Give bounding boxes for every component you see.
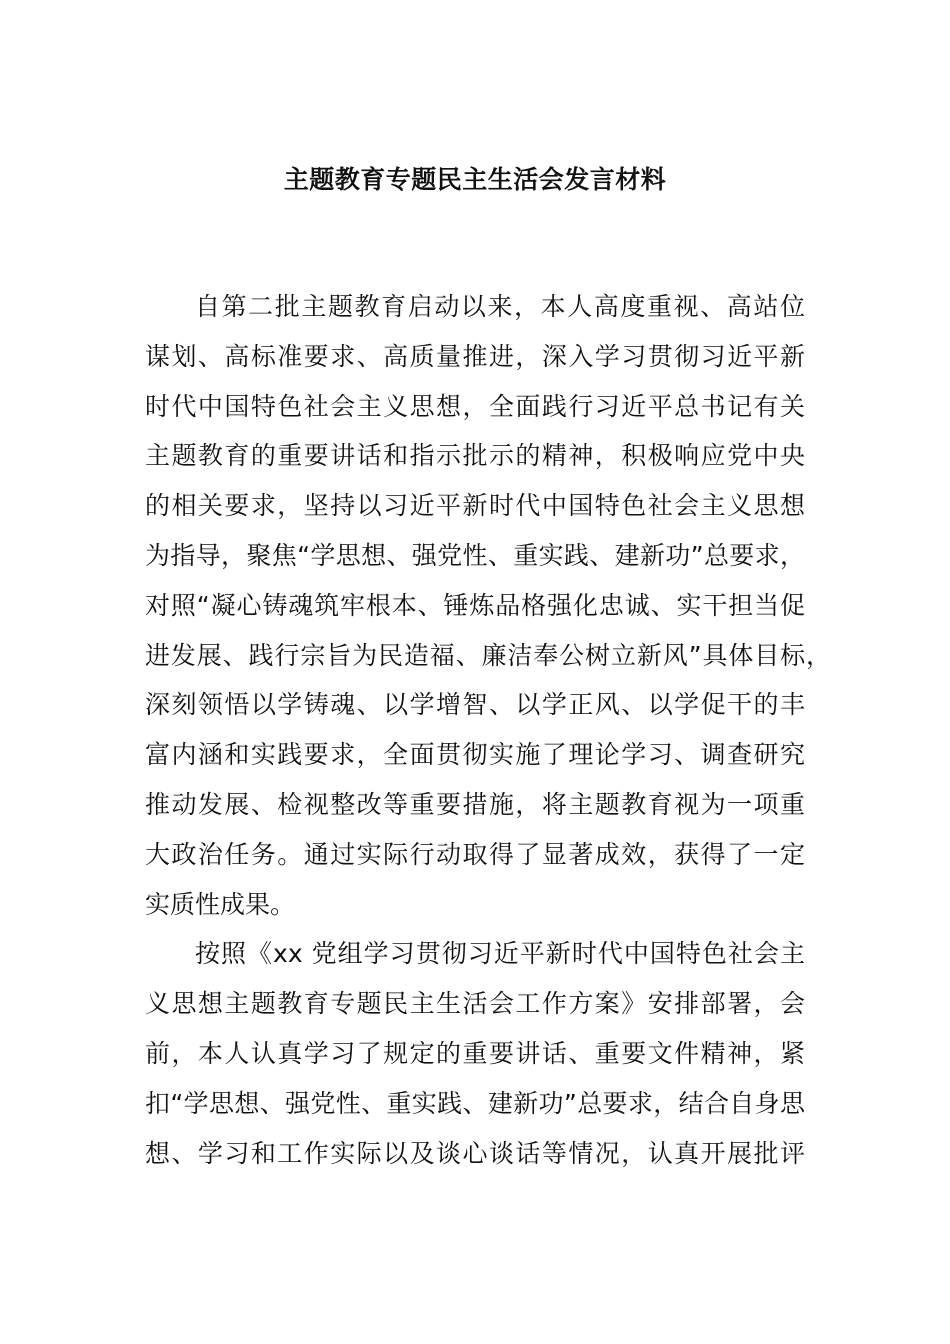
paragraph-line: 谋划、高标准要求、高质量推进，深入学习贯彻习近平新 [145, 341, 805, 371]
paragraph-line: 为指导，聚焦“学思想、强党性、重实践、建新功”总要求， [145, 540, 805, 570]
paragraph-2 [145, 929, 845, 1178]
paragraph-line: 的相关要求，坚持以习近平新时代中国特色社会主义思想 [145, 491, 805, 521]
paragraph-line: 时代中国特色社会主义思想，全面践行习近平总书记有关 [145, 391, 805, 421]
paragraph-line: 对照“凝心铸魂筑牢根本、锤炼品格强化忠诚、实干担当促 [145, 590, 805, 620]
document-title: 主题教育专题民主生活会发言材料 [283, 165, 667, 194]
paragraph-line: 实质性成果。 [145, 889, 296, 919]
paragraph-line: 扣“学思想、强党性、重实践、建新功”总要求，结合自身思 [145, 1088, 805, 1118]
paragraph-1 [145, 282, 845, 929]
document-body [145, 282, 845, 1178]
paragraph-line: 按照《xx 党组学习贯彻习近平新时代中国特色社会主 [195, 939, 805, 969]
paragraph-line: 义思想主题教育专题民主生活会工作方案》安排部署，会 [145, 989, 805, 1019]
paragraph-line: 深刻领悟以学铸魂、以学增智、以学正风、以学促干的丰 [145, 690, 805, 720]
paragraph-line: 前，本人认真学习了规定的重要讲话、重要文件精神，紧 [145, 1038, 805, 1068]
paragraph-line: 推动发展、检视整改等重要措施，将主题教育视为一项重 [145, 789, 805, 819]
paragraph-line: 主题教育的重要讲话和指示批示的精神，积极响应党中央 [145, 441, 805, 471]
paragraph-line: 想、学习和工作实际以及谈心谈话等情况，认真开展批评 [145, 1138, 805, 1168]
paragraph-line: 自第二批主题教育启动以来，本人高度重视、高站位 [195, 292, 805, 321]
paragraph-line: 进发展、践行宗旨为民造福、廉洁奉公树立新风”具体目标， [145, 640, 831, 670]
paragraph-line: 大政治任务。通过实际行动取得了显著成效，获得了一定 [145, 839, 805, 869]
paragraph-line: 富内涵和实践要求，全面贯彻实施了理论学习、调查研究 [145, 740, 805, 770]
